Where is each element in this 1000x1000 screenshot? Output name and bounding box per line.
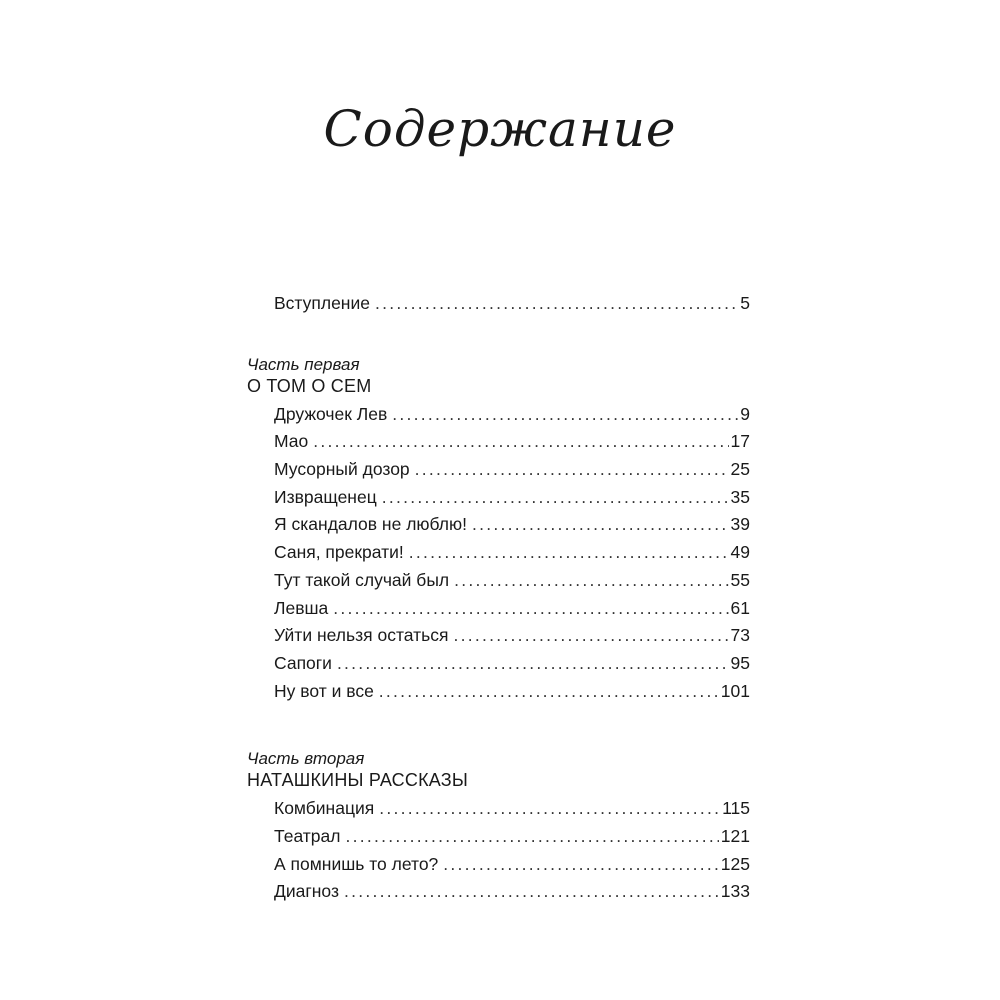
page-title: Содержание xyxy=(323,100,677,158)
toc-entry-page: 17 xyxy=(730,431,750,452)
toc-entry xyxy=(247,622,750,650)
toc-entry-page: 133 xyxy=(720,881,750,902)
dot-leader xyxy=(453,622,728,650)
toc-entry xyxy=(247,823,750,851)
toc-entry-page: 35 xyxy=(730,486,750,507)
toc-entry-label: Дружочек Лев xyxy=(274,403,388,424)
toc-entry xyxy=(247,401,750,429)
toc-entry-page: 101 xyxy=(720,680,750,701)
dot-leader xyxy=(337,650,729,678)
part-entries xyxy=(247,795,750,906)
toc-entry-page: 115 xyxy=(722,798,750,819)
toc-entry-page: 125 xyxy=(720,853,750,874)
toc-entry-page: 25 xyxy=(730,459,750,480)
dot-leader xyxy=(443,851,719,879)
toc-entry-page: 95 xyxy=(730,652,750,673)
toc-entry-label: Левша xyxy=(274,597,329,618)
toc-entry-label: Ну вот и все xyxy=(274,680,374,701)
part-label: Часть вторая xyxy=(247,749,365,769)
toc-entry-label: Тут такой случай был xyxy=(274,569,450,590)
toc-entry-label: Я скандалов не люблю! xyxy=(274,514,467,535)
toc-entry xyxy=(247,795,750,823)
toc-entry-intro xyxy=(247,290,750,318)
toc-entry xyxy=(247,595,750,623)
toc-entry-label: Извращенец xyxy=(274,486,377,507)
toc-entry xyxy=(247,878,750,906)
dot-leader xyxy=(415,456,729,484)
toc-entry-label: Мусорный дозор xyxy=(274,459,410,480)
dot-leader xyxy=(382,484,729,512)
toc-entry xyxy=(247,511,750,539)
dot-leader xyxy=(454,567,728,595)
toc-entry xyxy=(247,678,750,706)
dot-leader xyxy=(344,878,719,906)
toc-entry-page: 55 xyxy=(730,569,750,590)
dot-leader xyxy=(375,290,738,318)
dot-leader xyxy=(313,428,728,456)
toc-entry-label: Диагноз xyxy=(274,881,339,902)
dot-leader xyxy=(392,401,738,429)
toc-entry-page: 121 xyxy=(720,825,750,846)
part-entries xyxy=(247,401,750,706)
toc-entry xyxy=(247,484,750,512)
toc-entry xyxy=(247,539,750,567)
toc-entry-label: Мао xyxy=(274,431,309,452)
toc-entry xyxy=(247,428,750,456)
toc-entry-label: Комбинация xyxy=(274,798,375,819)
dot-leader xyxy=(379,795,720,823)
dot-leader xyxy=(379,678,719,706)
toc-entry xyxy=(247,650,750,678)
toc-entry-page: 5 xyxy=(740,293,750,313)
toc-entry-page: 61 xyxy=(730,597,750,618)
dot-leader xyxy=(472,511,729,539)
toc-entry xyxy=(247,851,750,879)
dot-leader xyxy=(333,595,728,623)
toc-entry-label: А помнишь то лето? xyxy=(274,853,439,874)
toc-entry-page: 49 xyxy=(730,542,750,563)
toc-entry-page: 9 xyxy=(740,403,750,424)
toc-entry-page: 73 xyxy=(730,625,750,646)
toc-entry-label: Сапоги xyxy=(274,652,332,673)
part-title: О ТОМ О СЕМ xyxy=(247,375,372,396)
dot-leader xyxy=(409,539,729,567)
toc-entry-label: Уйти нельзя остаться xyxy=(274,625,449,646)
toc-entry-label: Саня, прекрати! xyxy=(274,542,404,563)
toc-entry-label: Театрал xyxy=(274,825,341,846)
part-title: НАТАШКИНЫ РАССКАЗЫ xyxy=(247,770,468,791)
part-label: Часть первая xyxy=(247,354,360,374)
toc-entry xyxy=(247,456,750,484)
dot-leader xyxy=(345,823,718,851)
toc-entry-label: Вступление xyxy=(274,293,370,313)
part-one xyxy=(247,355,750,706)
toc-entry-page: 39 xyxy=(730,514,750,535)
toc-entry xyxy=(247,567,750,595)
table-of-contents xyxy=(247,290,750,906)
part-two xyxy=(247,749,750,906)
